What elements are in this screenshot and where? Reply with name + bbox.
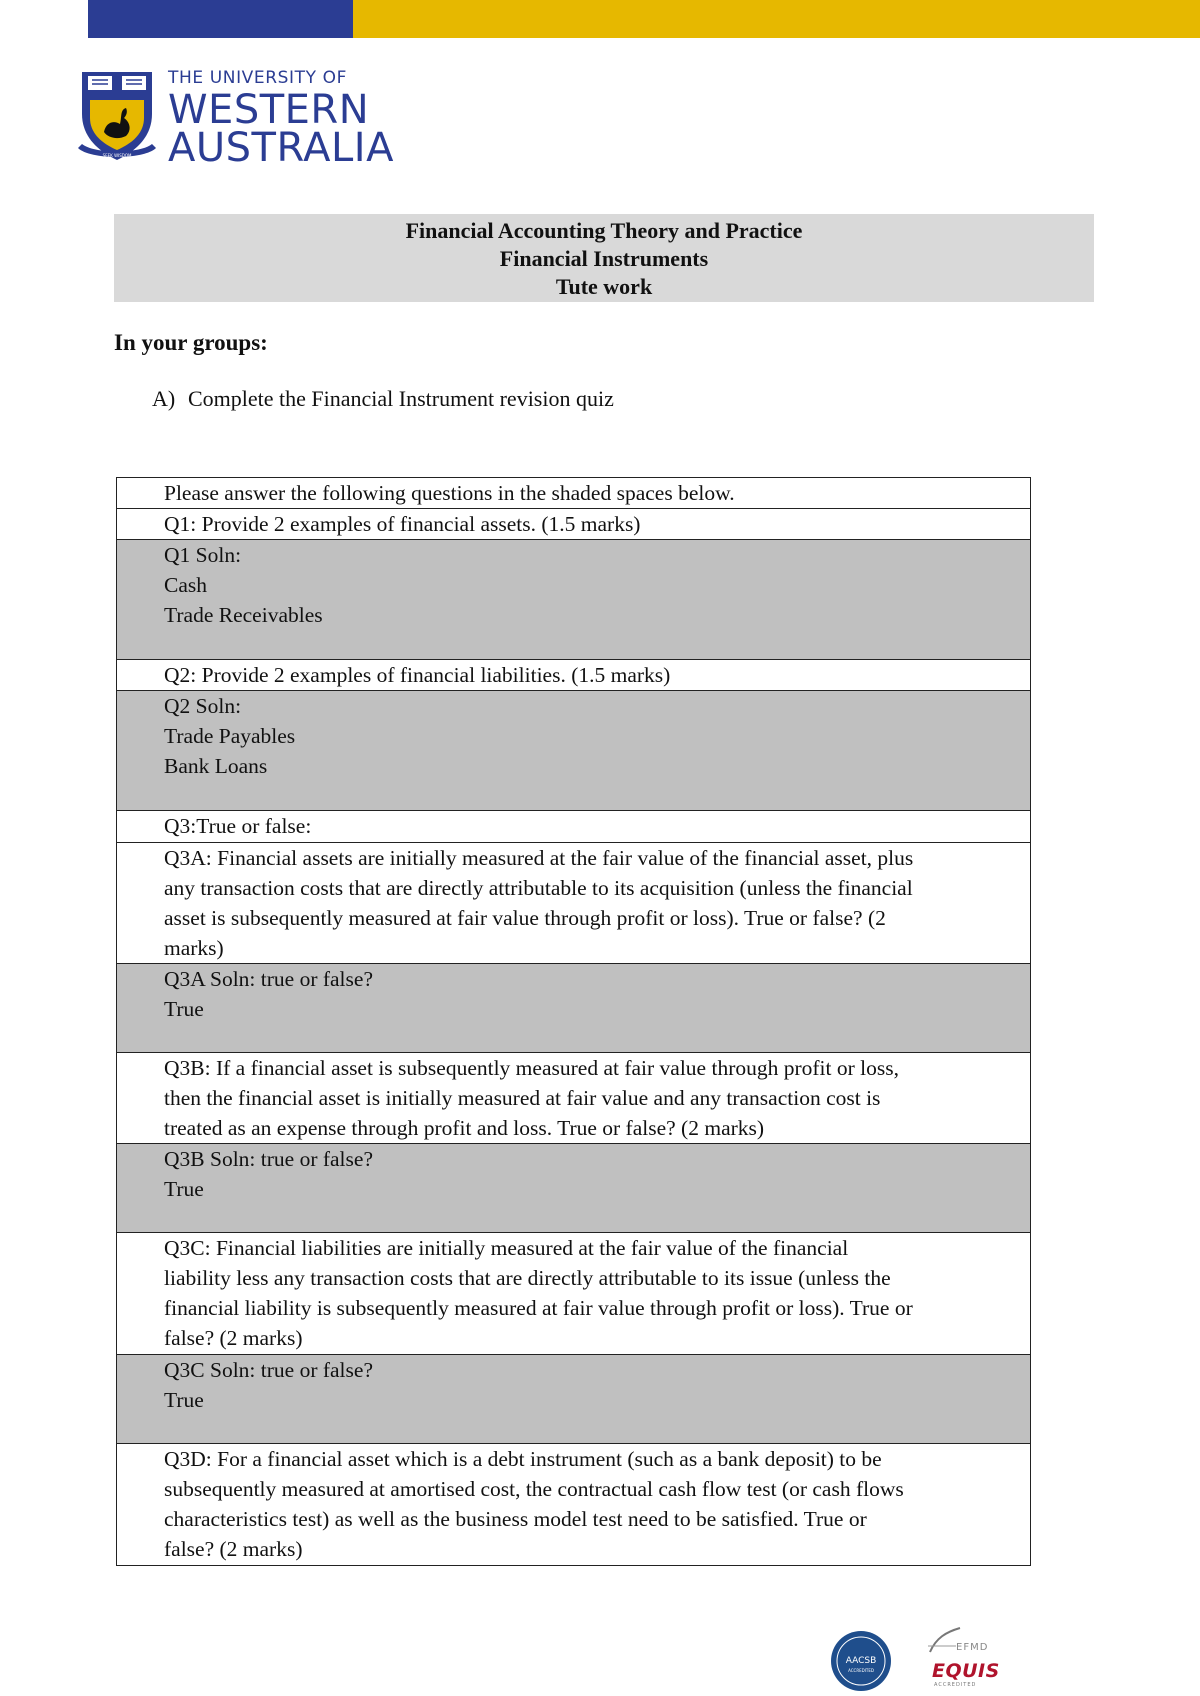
- answer-q2-item: Bank Loans: [164, 754, 268, 778]
- question-q2: Q2: Provide 2 examples of financial liabilities. (1.5 marks): [117, 660, 1031, 691]
- quiz-table: [116, 477, 1031, 1566]
- answer-q2-item: Trade Payables: [164, 724, 296, 748]
- question-q3c: [117, 1233, 1031, 1355]
- table-row: [117, 509, 1031, 540]
- question-line: treated as an expense through profit and loss. True or false? (2 marks): [164, 1116, 765, 1140]
- answer-q3b-label: Q3B Soln: true or false?: [164, 1147, 373, 1171]
- university-crest-icon: [76, 68, 158, 164]
- question-line: Q3C: Financial liabilities are initially measured at the fair value of the financial: [164, 1236, 849, 1260]
- university-name-line2: WESTERN: [168, 87, 370, 133]
- efmd-label: EFMD: [956, 1642, 989, 1653]
- question-line: subsequently measured at amortised cost, the contractual cash flow test (or cash flows: [164, 1477, 904, 1501]
- question-q3a: [117, 843, 1031, 964]
- document-title-box: [114, 214, 1094, 302]
- accreditation-logos: [830, 1620, 1010, 1690]
- brand-color-bar: [88, 0, 1200, 38]
- table-row: [117, 811, 1031, 843]
- question-line: characteristics test) as well as the business model test need to be satisfied. True or: [164, 1507, 867, 1531]
- brand-bar-gold: [353, 0, 1200, 38]
- table-row: [117, 1444, 1031, 1566]
- answer-q3c-value: True: [164, 1388, 204, 1412]
- question-line: false? (2 marks): [164, 1326, 303, 1350]
- question-line: then the financial asset is initially measured at fair value and any transaction cost is: [164, 1086, 881, 1110]
- answer-q2-label: Q2 Soln:: [164, 694, 242, 718]
- university-name-line1: THE UNIVERSITY OF: [168, 68, 348, 88]
- table-row: [117, 540, 1031, 660]
- topic-title: Financial Instruments: [499, 246, 709, 271]
- table-row: [117, 964, 1031, 1053]
- quiz-instruction: Please answer the following questions in the shaded spaces below.: [117, 478, 1031, 509]
- university-name-line3: AUSTRALIA: [168, 125, 394, 171]
- table-row: [117, 843, 1031, 964]
- question-line: liability less any transaction costs that are directly attributable to its issue (unless the: [164, 1266, 891, 1290]
- table-row: [117, 1144, 1031, 1233]
- question-q3-header: Q3:True or false:: [117, 811, 1031, 843]
- answer-q3a-label: Q3A Soln: true or false?: [164, 967, 373, 991]
- question-line: Q3D: For a financial asset which is a debt instrument (such as a bank deposit) to be: [164, 1447, 882, 1471]
- groups-heading: In your groups:: [114, 330, 268, 355]
- answer-q1[interactable]: [117, 540, 1031, 660]
- question-line: Q3A: Financial assets are initially measured at the fair value of the financial asset, plus: [164, 846, 914, 870]
- answer-q3c-label: Q3C Soln: true or false?: [164, 1358, 373, 1382]
- course-title: Financial Accounting Theory and Practice: [405, 218, 803, 243]
- answer-q3c[interactable]: [117, 1355, 1031, 1444]
- question-q3d: [117, 1444, 1031, 1566]
- table-row: [117, 660, 1031, 691]
- answer-q3a-value: True: [164, 997, 204, 1021]
- answer-q3b-value: True: [164, 1177, 204, 1201]
- aacsb-sub: ACCREDITED: [848, 1668, 874, 1673]
- question-q1: Q1: Provide 2 examples of financial assets. (1.5 marks): [117, 509, 1031, 540]
- brand-bar-blue: [88, 0, 353, 38]
- table-row: [117, 1355, 1031, 1444]
- table-row: [117, 478, 1031, 509]
- question-line: Q3B: If a financial asset is subsequently measured at fair value through profit or loss,: [164, 1056, 899, 1080]
- worksheet-title: Tute work: [555, 274, 653, 299]
- table-row: [117, 1053, 1031, 1144]
- answer-q3b[interactable]: [117, 1144, 1031, 1233]
- aacsb-seal-icon: [830, 1630, 892, 1692]
- answer-q1-item: Cash: [164, 573, 207, 597]
- question-line: asset is subsequently measured at fair value through profit or loss). True or false? (2: [164, 906, 886, 930]
- question-line: financial liability is subsequently measured at fair value through profit or loss). True or: [164, 1296, 913, 1320]
- task-marker: A): [152, 386, 176, 411]
- crest-motto: SEEK WISDOM: [102, 153, 132, 158]
- table-row: [117, 691, 1031, 811]
- task-text: Complete the Financial Instrument revision quiz: [188, 386, 614, 411]
- equis-label: EQUIS: [932, 1660, 1000, 1682]
- equis-sub: ACCREDITED: [934, 1682, 977, 1688]
- question-line: marks): [164, 936, 224, 960]
- answer-q1-label: Q1 Soln:: [164, 543, 242, 567]
- answer-q3a[interactable]: [117, 964, 1031, 1053]
- table-row: [117, 1233, 1031, 1355]
- question-q3b: [117, 1053, 1031, 1144]
- question-line: any transaction costs that are directly attributable to its acquisition (unless the financial: [164, 876, 913, 900]
- university-logo: [76, 68, 394, 171]
- aacsb-label: AACSB: [845, 1656, 877, 1666]
- answer-q2[interactable]: [117, 691, 1031, 811]
- task-item: [152, 386, 614, 412]
- answer-q1-item: Trade Receivables: [164, 603, 323, 627]
- question-line: false? (2 marks): [164, 1537, 303, 1561]
- university-name: [168, 68, 394, 171]
